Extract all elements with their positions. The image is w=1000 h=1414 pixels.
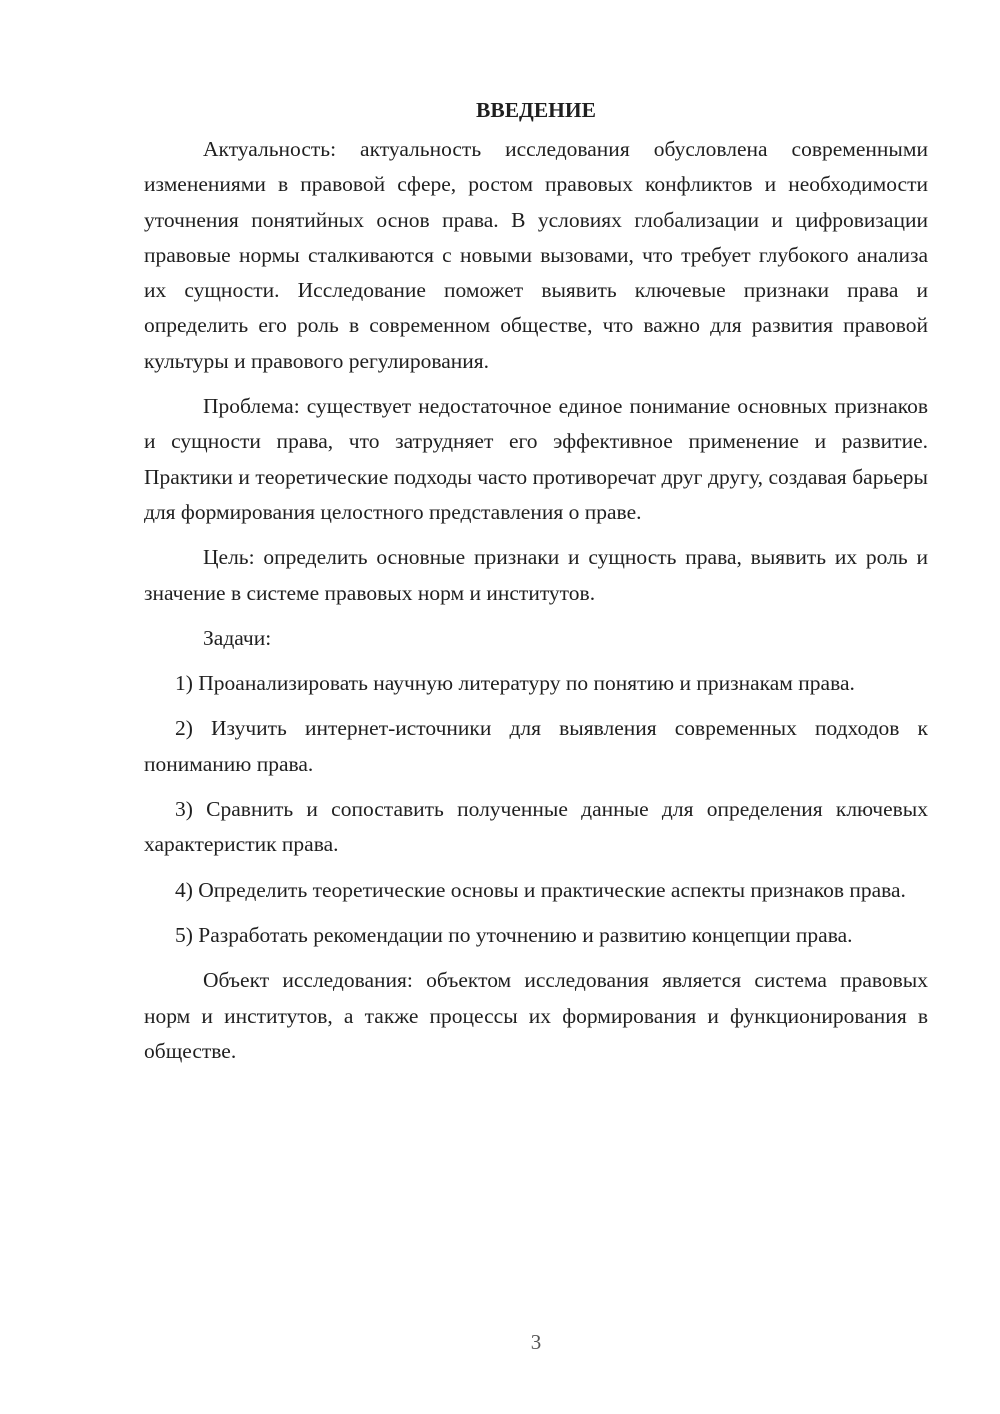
- task-item: 5) Разработать рекомендации по уточнению и развитию концепции права.: [175, 922, 853, 947]
- problem-paragraph: Проблема: существует недостаточное единое понимание основных признаков и сущности права, что затрудняет его эффективное применение и развитие. Практики и теоретические подходы часто противоречат друг другу, создавая барьеры для формирования целостного представления о праве.: [144, 394, 928, 524]
- task-item: 3) Сравнить и сопоставить полученные данные для определения ключевых характеристик права.: [144, 797, 928, 857]
- tasks-heading: Задачи:: [203, 625, 272, 650]
- section-title: ВВЕДЕНИЕ: [476, 98, 596, 122]
- object-paragraph: Объект исследования: объектом исследования является система правовых норм и институтов, а также процессы их формирования и функционирования в обществе.: [144, 968, 928, 1063]
- relevance-paragraph: Актуальность: актуальность исследования обусловлена современными изменениями в правовой сфере, ростом правовых конфликтов и необходимости уточнения понятийных основ права. В условиях глобализации и цифровизации правовые нормы сталкиваются с новыми вызовами, что требует глубокого анализа их сущности. Исследование поможет выявить ключевые признаки права и определить его роль в современном обществе, что важно для развития правовой культуры и правового регулирования.: [144, 137, 928, 373]
- page-number: 3: [530, 1330, 542, 1354]
- task-item: 2) Изучить интернет-источники для выявления современных подходов к пониманию права.: [144, 716, 928, 776]
- goal-paragraph: Цель: определить основные признаки и сущность права, выявить их роль и значение в системе правовых норм и институтов.: [144, 545, 928, 605]
- task-item: 4) Определить теоретические основы и практические аспекты признаков права.: [175, 877, 906, 902]
- task-item: 1) Проанализировать научную литературу по понятию и признакам права.: [175, 671, 855, 696]
- tasks-list: [144, 666, 928, 953]
- document-page: [144, 92, 928, 1069]
